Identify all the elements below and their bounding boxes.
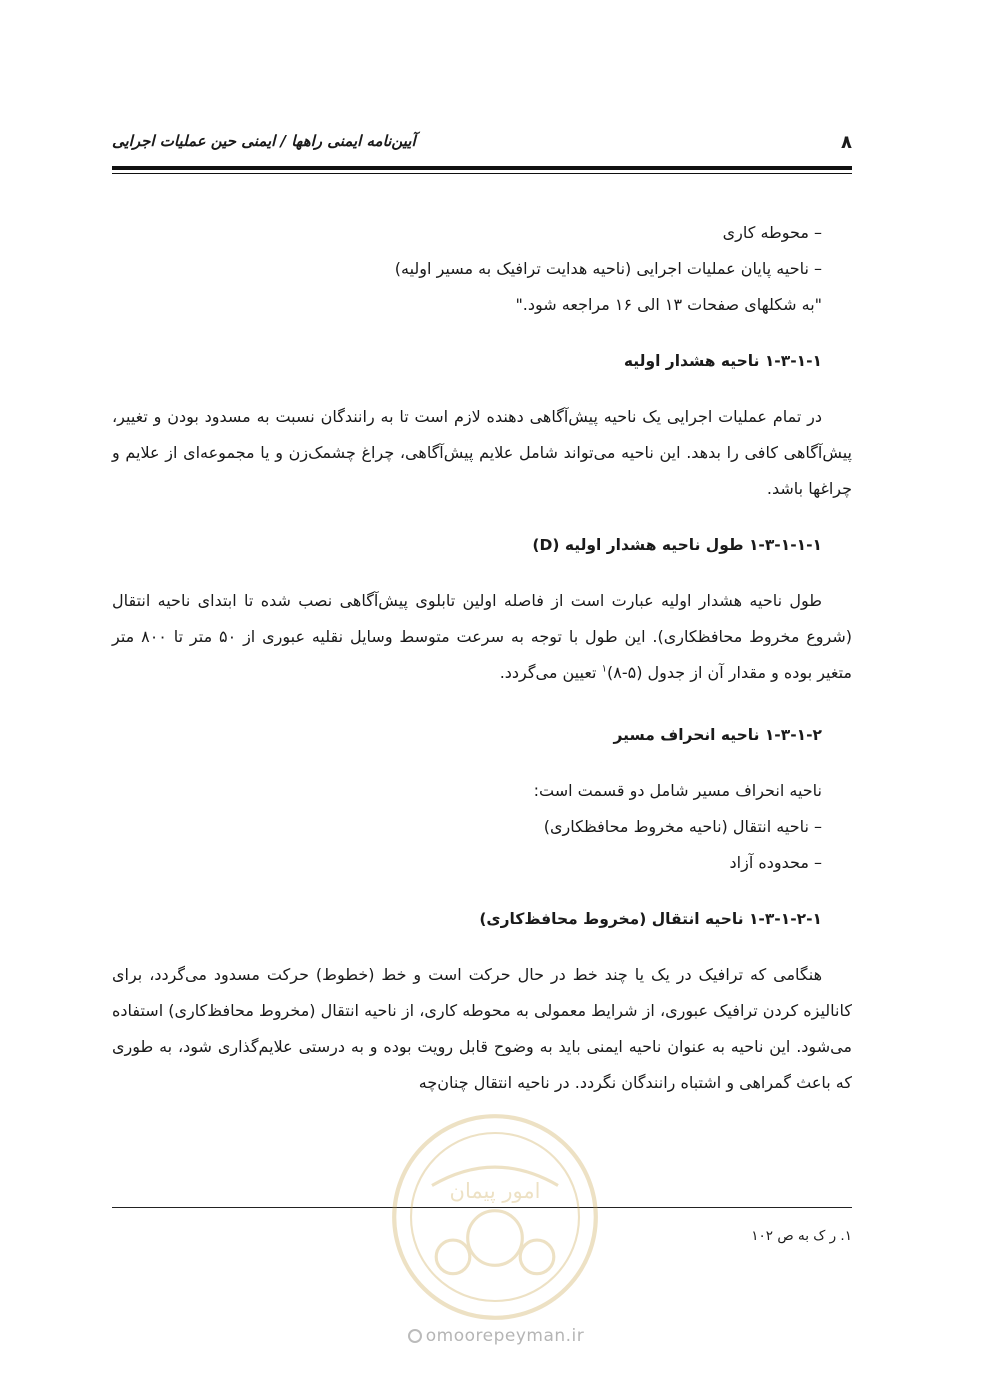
paragraph-text-end: تعیین می‌گردد. <box>499 663 602 682</box>
seal-text: امور پیمان <box>449 1179 541 1204</box>
body-text <box>112 215 852 1101</box>
section-heading: ۱-۳-۱-۱ ناحیه هشدار اولیه <box>623 352 822 370</box>
footnote-marker[interactable]: ۱ <box>601 663 607 675</box>
list-item: – محدوده آزاد <box>729 853 822 872</box>
list-item: – ناحیه انتقال (ناحیه مخروط محافظکاری) <box>543 817 822 836</box>
reference-note: "به شکلهای صفحات ۱۳ الی ۱۶ مراجعه شود." <box>515 295 822 314</box>
paragraph: در تمام عملیات اجرایی یک ناحیه پیش‌آگاهی دهنده لازم است تا به رانندگان نسبت به مسدود بودن و تغییر، پیش‌آگاهی کافی را بدهد. این ناحیه می‌تواند شامل علایم پیش‌آگاهی، چراغ چشمک‌زن و یا مجموعه‌ای از علایم و چراغها باشد. <box>112 407 852 498</box>
running-header <box>112 128 852 160</box>
header-rule-thick <box>112 166 852 170</box>
list-intro: ناحیه انحراف مسیر شامل دو قسمت است: <box>533 781 822 800</box>
section-heading: ۱-۳-۱-۲ ناحیه انحراف مسیر <box>613 726 822 744</box>
watermark-url <box>0 1326 992 1346</box>
section-heading: ۱-۳-۱-۲-۱ ناحیه انتقال (مخروط محافظ‌کاری) <box>479 910 822 928</box>
list-item: – محوطه کاری <box>722 223 822 242</box>
paragraph-text: طول ناحیه هشدار اولیه عبارت است از فاصله اولین تابلوی پیش‌آگاهی نصب شده تا ابتدای ناحیه انتقال (شروع مخروط محافظکاری). این طول با توجه به سرعت متوسط وسایل نقلیه عبوری از ۵۰ متر تا ۸۰۰ متر متغیر بوده و مقدار آن از جدول (۵-۸) <box>112 591 852 682</box>
watermark-seal-icon <box>390 1112 600 1322</box>
section-heading: ۱-۳-۱-۱-۱ طول ناحیه هشدار اولیه (D) <box>532 536 822 554</box>
running-title: آیین‌نامه ایمنی راهها / ایمنی حین عملیات اجرایی <box>112 132 416 150</box>
page-number: ۸ <box>841 132 852 153</box>
globe-icon <box>408 1329 422 1343</box>
list-item: – ناحیه پایان عملیات اجرایی (ناحیه هدایت ترافیک به مسیر اولیه) <box>394 259 822 278</box>
paragraph <box>112 583 852 691</box>
footnote: ۱. ر ک به ص ۱۰۲ <box>751 1228 852 1244</box>
paragraph: هنگامی که ترافیک در یک یا چند خط در حال حرکت است و خط (خطوط) حرکت مسدود می‌گردد، برای کانالیزه کردن ترافیک عبوری، از شرایط معمولی به محوطه کاری، از ناحیه انتقال (مخروط محافظ‌کاری) استفاده می‌شود. این ناحیه به عنوان ناحیه ایمنی باید به وضوح قابل رویت بوده و به درستی علایم‌گذاری شود، به طوری که باعث گمراهی و اشتباه رانندگان نگردد. در ناحیه انتقال چنان‌چه <box>112 965 852 1092</box>
watermark-url-text: omoorepeyman.ir <box>425 1326 585 1346</box>
header-rule-thin <box>112 173 852 174</box>
